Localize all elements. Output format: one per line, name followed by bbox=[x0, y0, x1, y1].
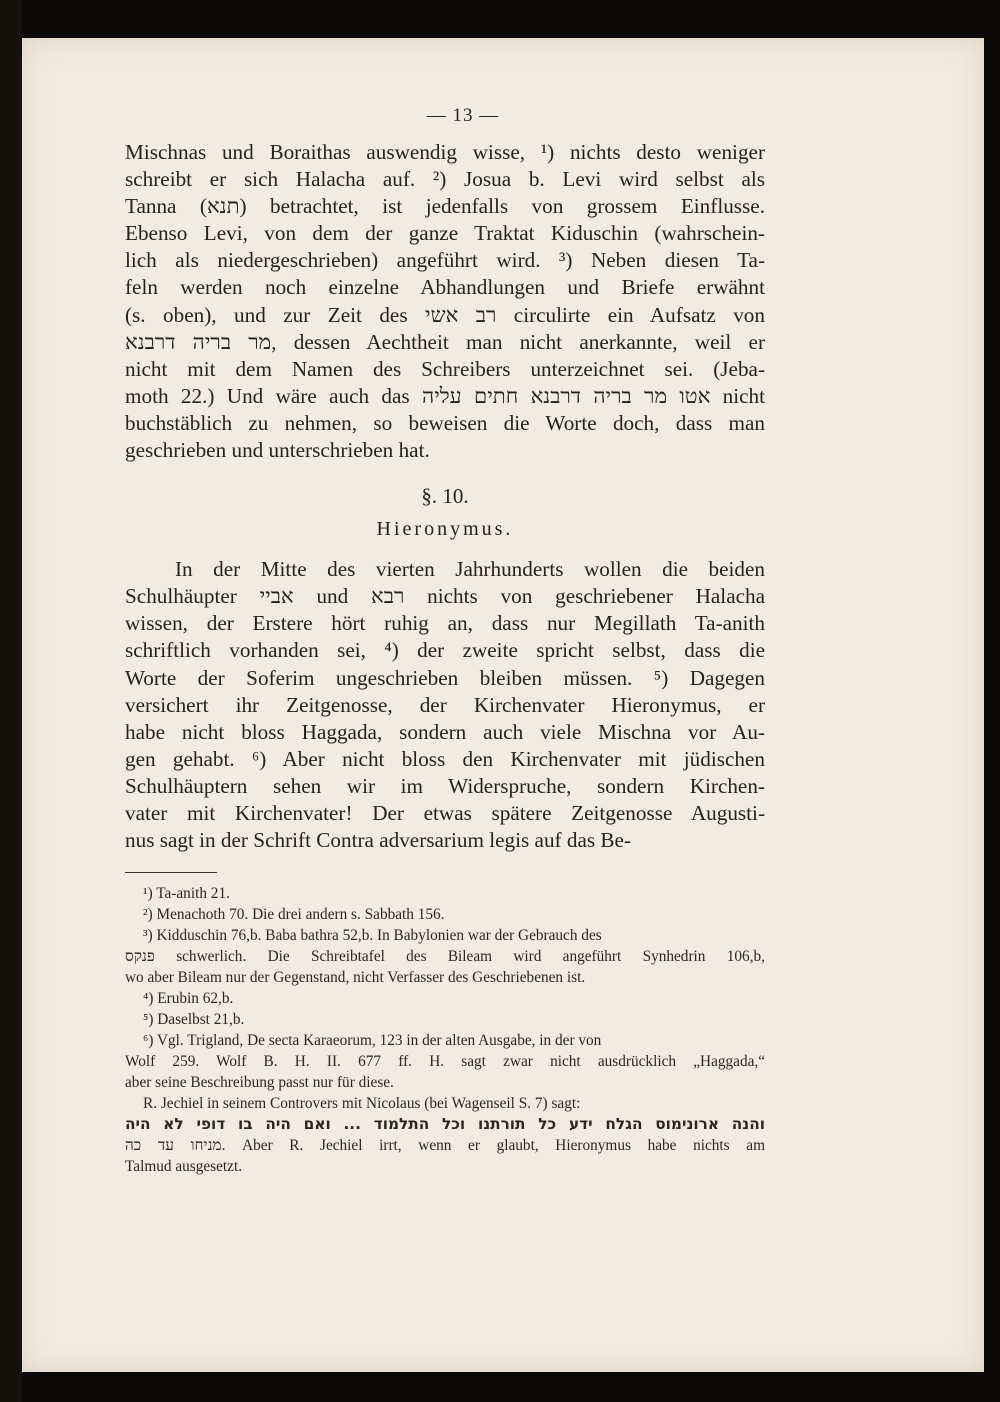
text-line: מר בריה דרבנא, dessen Aechtheit man nicht anerkannte, weil er bbox=[125, 329, 765, 354]
footnote-line: והנה ארונימוס הגלח ידע כל תורתנו וכל התלמוד ... ואם היה בו דופי לא היה bbox=[125, 1115, 765, 1134]
footnote-line: Talmud ausgesetzt. bbox=[125, 1158, 243, 1176]
text-line: Schulhäuptern sehen wir im Widerspruche, sondern Kirchen- bbox=[125, 773, 765, 798]
text-line: Schulhäupter אביי und רבא nichts von geschriebener Halacha bbox=[125, 584, 765, 609]
text-line: schreibt er sich Halacha auf. ²) Josua b. Levi wird selbst als bbox=[125, 167, 765, 192]
footnote-line: R. Jechiel in seinem Controvers mit Nicolaus (bei Wagenseil S. 7) sagt: bbox=[143, 1095, 581, 1113]
text-line: (s. oben), und zur Zeit des רב אשי circulirte ein Aufsatz von bbox=[125, 302, 765, 327]
section-number: §. 10. bbox=[421, 484, 469, 509]
footnote-line: מניחו עד כה. Aber R. Jechiel irrt, wenn er glaubt, Hieronymus habe nichts am bbox=[125, 1137, 765, 1155]
text-line: nus sagt in der Schrift Contra adversarium legis auf das Be- bbox=[125, 828, 632, 853]
page-content bbox=[125, 105, 765, 1177]
footnote-line: ⁶) Vgl. Trigland, De secta Karaeorum, 123 in der alten Ausgabe, in der von bbox=[143, 1032, 602, 1050]
footnotes bbox=[125, 883, 765, 1177]
text-line: Mischnas und Boraithas auswendig wisse, ¹) nichts desto weniger bbox=[125, 140, 765, 164]
text-line: feln werden noch einzelne Abhandlungen und Briefe erwähnt bbox=[125, 275, 765, 300]
text-line: nicht mit dem Namen des Schreibers unterzeichnet sei. (Jeba- bbox=[125, 356, 765, 381]
text-line: schriftlich vorhanden sei, ⁴) der zweite spricht selbst, dass die bbox=[125, 638, 765, 663]
footnote-line: ²) Menachoth 70. Die drei andern s. Sabbath 156. bbox=[143, 906, 445, 924]
footnote-line: ⁵) Daselbst 21,b. bbox=[143, 1011, 245, 1029]
footnote-rule bbox=[125, 872, 217, 873]
text-line: Tanna (תנא) betrachtet, ist jedenfalls von grossem Einflusse. bbox=[125, 194, 765, 219]
text-line: vater mit Kirchenvater! Der etwas spätere Zeitgenosse Augusti- bbox=[125, 800, 765, 825]
text-line: In der Mitte des vierten Jahrhunderts wollen die beiden bbox=[175, 557, 765, 582]
footnote-line: aber seine Beschreibung passt nur für diese. bbox=[125, 1074, 394, 1092]
text-line: geschrieben und unterschrieben hat. bbox=[125, 438, 430, 463]
paragraph-2 bbox=[125, 556, 765, 854]
text-line: lich als niedergeschrieben) angeführt wird. ³) Neben diesen Ta- bbox=[125, 248, 765, 273]
text-line: Worte der Soferim ungeschrieben bleiben müssen. ⁵) Dagegen bbox=[125, 665, 765, 690]
text-line: versichert ihr Zeitgenosse, der Kirchenvater Hieronymus, er bbox=[125, 692, 765, 717]
footnote-line: wo aber Bileam nur der Gegenstand, nicht Verfasser des Geschriebenen ist. bbox=[125, 969, 586, 987]
text-line: moth 22.) Und wäre auch das אטו מר בריה דרבנא חתים עליה nicht bbox=[125, 383, 765, 408]
footnote-line: ¹) Ta-anith 21. bbox=[143, 885, 230, 903]
text-line: habe nicht bloss Haggada, sondern auch viele Mischna vor Au- bbox=[125, 719, 765, 744]
text-line: gen gehabt. ⁶) Aber nicht bloss den Kirchenvater mit jüdischen bbox=[125, 746, 765, 771]
footnote-line: ³) Kidduschin 76,b. Baba bathra 52,b. In Babylonien war der Gebrauch des bbox=[143, 927, 602, 945]
scan-edge bbox=[0, 0, 22, 1402]
section-title: Hieronymus. bbox=[376, 518, 514, 541]
page-number: — 13 — bbox=[426, 105, 500, 126]
text-line: buchstäblich zu nehmen, so beweisen die Worte doch, dass man bbox=[125, 410, 765, 435]
text-line: Ebenso Levi, von dem der ganze Traktat Kiduschin (wahrschein- bbox=[125, 221, 765, 246]
paragraph-1 bbox=[125, 139, 765, 464]
footnote-line: ⁴) Erubin 62,b. bbox=[143, 990, 234, 1008]
text-line: wissen, der Erstere hört ruhig an, dass nur Megillath Ta-anith bbox=[125, 611, 765, 636]
footnote-line: Wolf 259. Wolf B. H. II. 677 ff. H. sagt zwar nicht ausdrücklich „Haggada,“ bbox=[125, 1053, 765, 1071]
footnote-line: פנקס schwerlich. Die Schreibtafel des Bileam wird angeführt Synhedrin 106,b, bbox=[125, 948, 765, 966]
